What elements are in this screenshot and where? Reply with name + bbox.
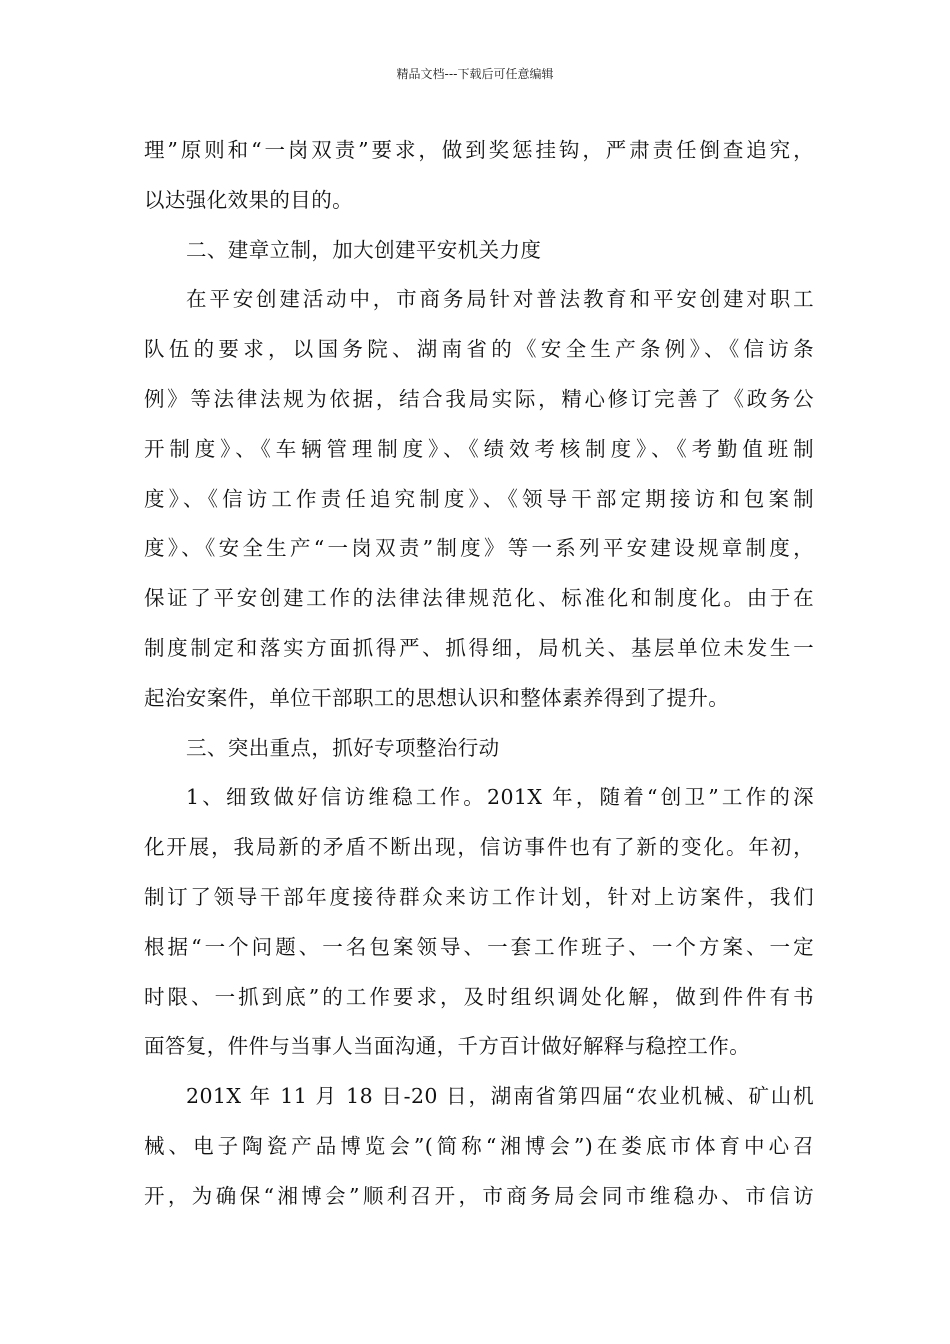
text-line: 例》等法律法规为依据，结合我局实际，精心修订完善了《政务公 <box>144 386 814 411</box>
text-line: 开，为确保“湘博会”顺利召开，市商务局会同市维稳办、市信访 <box>144 1183 814 1208</box>
text-line: 1、细致做好信访维稳工作。201X 年，随着“创卫”工作的深 <box>186 785 814 810</box>
text-line: 面答复，件件与当事人当面沟通，千方百计做好解释与稳控工作。 <box>144 1034 751 1059</box>
document-body <box>144 126 814 1222</box>
text-line: 时限、一抓到底”的工作要求，及时组织调处化解，做到件件有书 <box>144 984 814 1009</box>
page-header: 精品文档---下载后可任意编辑 <box>396 67 554 81</box>
text-line: 化开展，我局新的矛盾不断出现，信访事件也有了新的变化。年初， <box>144 835 814 860</box>
text-line: 二、建章立制，加大创建平安机关力度 <box>186 237 542 262</box>
text-line: 起治安案件，单位干部职工的思想认识和整体素养得到了提升。 <box>144 685 730 710</box>
text-line: 理”原则和“一岗双责”要求，做到奖惩挂钩，严肃责任倒查追究， <box>144 138 814 162</box>
text-line: 三、突出重点，抓好专项整治行动 <box>186 735 500 760</box>
text-line: 械、电子陶瓷产品博览会”(简称“湘博会”)在娄底市体育中心召 <box>144 1133 814 1158</box>
text-line: 度》、《安全生产“一岗双责”制度》等一系列平安建设规章制度， <box>144 536 814 561</box>
text-line: 在平安创建活动中，市商务局针对普法教育和平安创建对职工 <box>186 287 814 312</box>
text-line: 度》、《信访工作责任追究制度》、《领导干部定期接访和包案制 <box>144 486 814 511</box>
text-line: 201X 年 11 月 18 日-20 日，湖南省第四届“农业机械、矿山机 <box>186 1084 814 1109</box>
text-line: 制度制定和落实方面抓得严、抓得细，局机关、基层单位未发生一 <box>144 635 814 660</box>
text-line: 根据“一个问题、一名包案领导、一套工作班子、一个方案、一定 <box>144 934 814 959</box>
text-line: 队伍的要求，以国务院、湖南省的《安全生产条例》、《信访条 <box>144 337 814 362</box>
text-line: 制订了领导干部年度接待群众来访工作计划，针对上访案件，我们 <box>144 884 814 909</box>
text-line: 以达强化效果的目的。 <box>144 187 353 212</box>
text-line: 开制度》、《车辆管理制度》、《绩效考核制度》、《考勤值班制 <box>144 436 814 461</box>
text-line: 保证了平安创建工作的法律法律规范化、标准化和制度化。由于在 <box>144 586 814 611</box>
